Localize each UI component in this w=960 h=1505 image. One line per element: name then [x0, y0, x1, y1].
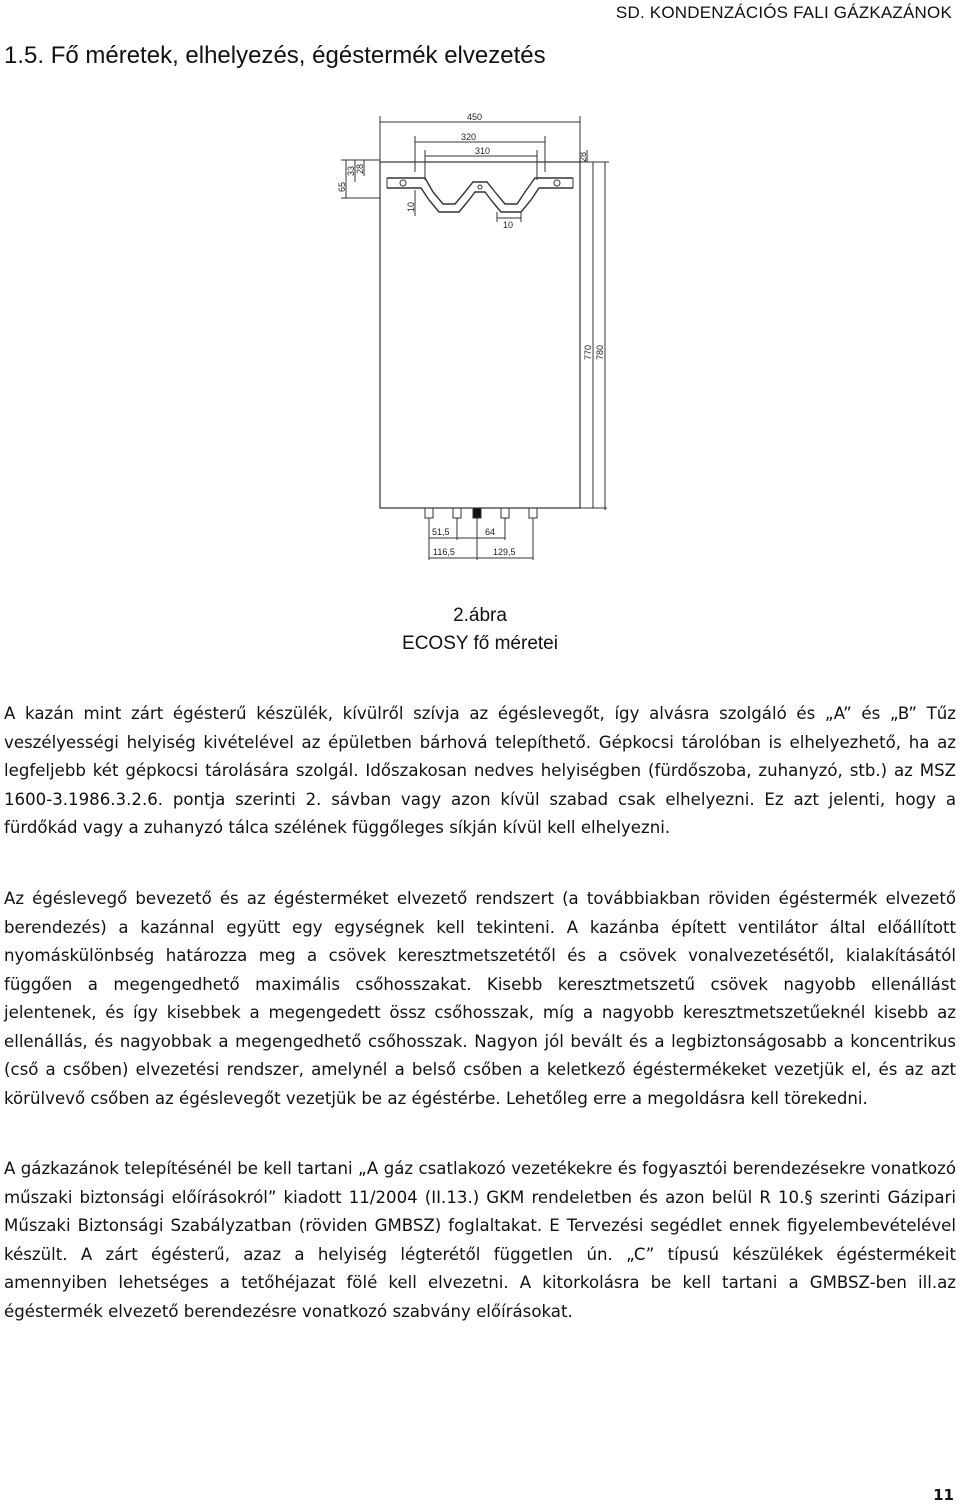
paragraph-placement: A kazán mint zárt égésterű készülék, kívülről szívja az égéslevegőt, így alvásra szolgáló és „A” és „B” Tűz veszélyességi helyiség kivételével az épületben bárhová telepíthető. Gépkocsi tárolóban is elhelyezhető, ha az legfeljebb két gépkocsi tárolására szolgál. Időszakosan nedves helyiségben (fürdőszoba, zuhanyzó, stb.) az MSZ 1600-3.1986.3.2.6. pontja szerinti 2. sávban vagy azon kívül szabad csak elhelyezni. Ez azt jelenti, hogy a fürdőkád vagy a zuhanyzó tálca szélének függőleges síkján kívül kell elhelyezni. — [4, 704, 956, 837]
dim-label-right-28: 28 — [578, 151, 588, 162]
boiler-dimension-drawing — [325, 110, 625, 580]
dim-label-320: 320 — [461, 132, 477, 142]
connection-4 — [501, 508, 509, 518]
dim-label-129-5: 129,5 — [493, 547, 516, 557]
boiler-body — [380, 162, 580, 508]
dim-label-770: 770 — [583, 344, 593, 360]
page-number: 11 — [933, 1486, 954, 1504]
connection-1 — [425, 508, 433, 518]
dim-label-116-5: 116,5 — [433, 547, 455, 557]
figure-title: ECOSY fő méretei — [402, 633, 558, 654]
connection-gas — [473, 508, 481, 518]
paragraph-flue-system: Az égéslevegő bevezető és az égésterméket elvezető rendszert (a továbbiakban röviden égéstermék elvezető berendezés) a kazánnal együtt egy egységnek kell tekinteni. A kazánba épített ventilátor által előállított nyomáskülönbség határozza meg a csövek keresztmetszetétől és a csövek vonalvezetésétől, kialakításától függően a megengedhető maximális csőhosszakat. Kisebb keresztmetszetű csövek nagyobb ellenállást jelentenek, és így kisebbek a megengedett össz csőhosszak, míg a nagyobb keresztmetszetűeknél kisebb az ellenállás, és nagyobbak a megengedhető csőhosszak. Nagyon jól bevált és a legbiztonságosabb a koncentrikus (cső a csőben) elvezetési rendszer, amelynél a belső csőben a keletkező égéstermékeket vezetjük el, és az azt körülvevő csőben az égéslevegőt vezetjük be az égéstérbe. Lehetőleg erre a megoldásra kell törekedni. — [4, 889, 956, 1108]
dim-label-28: 28 — [355, 163, 365, 174]
dim-label-65: 65 — [337, 181, 347, 192]
connection-2 — [453, 508, 461, 518]
dim-label-33: 33 — [346, 165, 356, 176]
dim-label-64: 64 — [485, 527, 496, 537]
dim-label-310: 310 — [475, 146, 491, 156]
dim-label-10-v: 10 — [406, 201, 416, 212]
dim-label-51-5: 51,5 — [432, 527, 450, 537]
section-heading: 1.5. Fő méretek, elhelyezés, égéstermék elvezetés — [4, 42, 546, 69]
dim-label-10-h: 10 — [503, 220, 514, 230]
dim-label-780: 780 — [595, 344, 605, 360]
paragraph-regulations: A gázkazánok telepítésénél be kell tartani „A gáz csatlakozó vezetékekre és fogyasztói berendezésekre vonatkozó műszaki biztonsági előírásokról” kiadott 11/2004 (II.13.) GKM rendeletben és azon belül R 10.§ szerinti Gázipari Műszaki Biztonsági Szabályzatban (röviden GMBSZ) foglaltakat. E Tervezési segédlet ennek figyelembevételével készült. A zárt égésterű, azaz a helyiség légterétől független ún. „C” típusú készülékek égéstermékeit amennyiben lehetséges a tetőhéjazat fölé kell elvezetni. A kitorkolásra be kell tartani a GMBSZ-ben ill.az égéstermék elvezető berendezésre vonatkozó szabvány előírásokat. — [4, 1159, 956, 1321]
connection-5 — [529, 508, 537, 518]
running-header: SD. KONDENZÁCIÓS FALI GÁZKAZÁNOK — [615, 3, 952, 22]
dim-label-450: 450 — [467, 112, 483, 122]
figure-number: 2.ábra — [453, 605, 507, 626]
